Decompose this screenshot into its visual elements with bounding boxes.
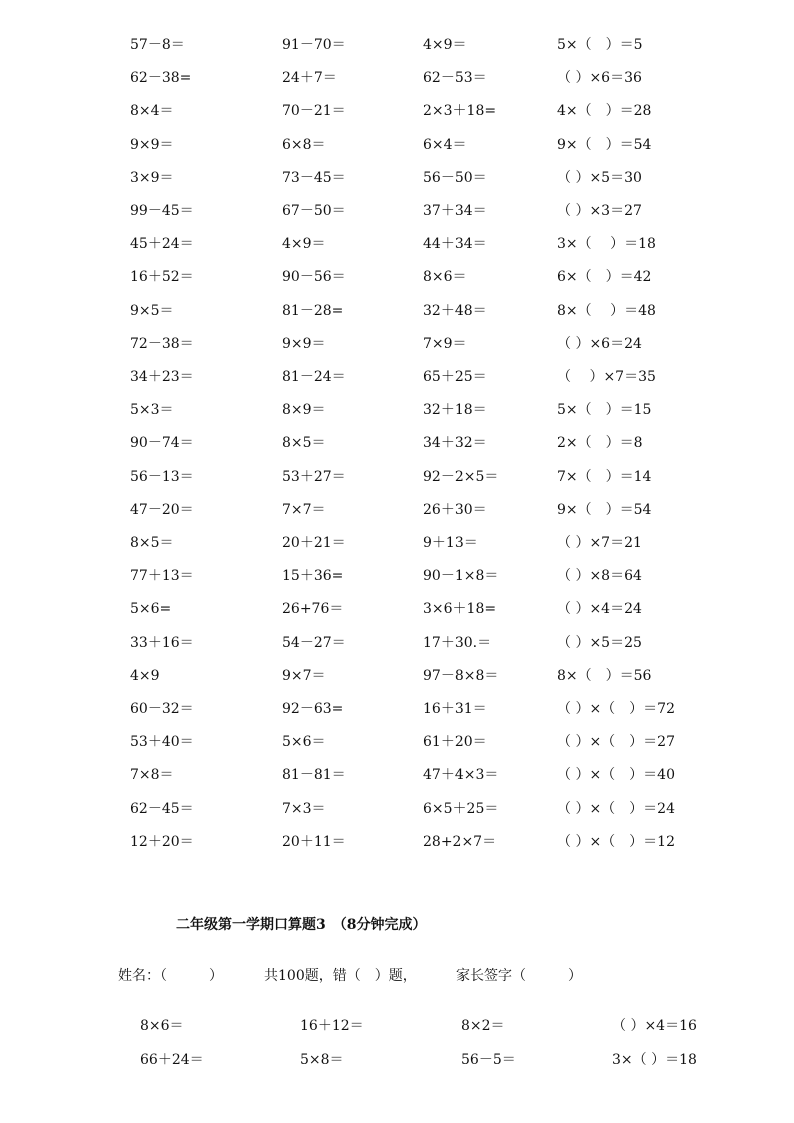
problem-row (0, 133, 794, 157)
problem-cell: 56－5＝ (461, 1052, 516, 1068)
problem-cell: 4×9＝ (423, 37, 467, 53)
problem-row (0, 531, 794, 555)
problem-cell: 26+76＝ (282, 601, 344, 618)
problem-cell: 62－38= (130, 70, 192, 87)
problem-cell: 15＋36= (282, 568, 344, 585)
problem-cell: （ ）×（ ）＝12 (557, 833, 675, 850)
problem-row (0, 398, 794, 422)
problem-cell: （ ）×（ ）＝40 (557, 767, 675, 784)
problem-cell: 62－45＝ (130, 800, 194, 817)
problem-cell: 20＋21＝ (282, 535, 346, 551)
problem-cell: 6×（ ）＝42 (557, 269, 652, 286)
problem-cell: 90－74＝ (130, 435, 194, 452)
problem-cell: 6×8＝ (282, 136, 326, 153)
problem-cell: （ ）×3＝27 (557, 203, 642, 219)
problem-cell: 9＋13＝ (423, 535, 478, 551)
problem-cell: 47＋4×3＝ (423, 767, 499, 784)
problem-cell: 3×6＋18= (423, 601, 497, 618)
problem-cell: 99－45＝ (130, 203, 194, 219)
problem-cell: （ ）×5＝25 (557, 634, 642, 651)
section-title: 二年级第一学期口算题3 （8分钟完成） (176, 917, 427, 933)
problem-row (0, 33, 794, 57)
problem-cell: （ ）×4＝24 (557, 601, 642, 618)
problem-cell: 5×6＝ (282, 734, 326, 751)
problem-cell: 61＋20＝ (423, 734, 487, 751)
problem-cell: 7×（ ）＝14 (557, 468, 652, 485)
problem-cell: 9×5＝ (130, 302, 174, 319)
problem-cell: 53＋27＝ (282, 468, 346, 485)
problem-row (0, 332, 794, 356)
problem-cell: 5×3＝ (130, 402, 174, 419)
problem-cell: 57－8＝ (130, 37, 185, 53)
problem-cell: 32＋48＝ (423, 302, 487, 319)
problem-row (0, 431, 794, 455)
problem-cell: 24＋7＝ (282, 70, 337, 87)
problem-cell: 70－21＝ (282, 103, 346, 120)
problem-cell: 56－13＝ (130, 468, 194, 485)
problem-cell: 56－50＝ (423, 169, 487, 186)
problem-cell: 16＋12＝ (300, 1018, 364, 1034)
problem-row (0, 763, 794, 787)
problem-cell: 8×4＝ (130, 103, 174, 120)
problem-cell: 6×5＋25＝ (423, 800, 499, 817)
problem-cell: 33＋16＝ (130, 634, 194, 651)
problem-cell: （ ）×6＝24 (557, 335, 642, 352)
problem-cell: 34＋23＝ (130, 369, 194, 385)
problem-cell: 4×9＝ (282, 236, 326, 253)
problem-cell: 5×6= (130, 601, 172, 618)
name-label: 姓名：（ ） (118, 968, 223, 984)
problem-cell: 8×9＝ (282, 402, 326, 419)
problem-row (0, 730, 794, 754)
problem-cell: （ ）×4＝16 (612, 1018, 697, 1034)
problem-cell: 12＋20＝ (130, 833, 194, 850)
problem-cell: 7×9＝ (423, 335, 467, 352)
problem-cell: 3×9＝ (130, 169, 174, 186)
problem-cell: 9×（ ）＝54 (557, 501, 652, 518)
problem-cell: 20＋11＝ (282, 833, 346, 850)
problem-row (0, 199, 794, 223)
problem-row (0, 1014, 794, 1038)
problem-cell: 90－56＝ (282, 269, 346, 286)
problem-cell: 9×9＝ (282, 335, 326, 352)
problem-cell: 8×（ ）＝48 (557, 302, 656, 319)
problem-cell: 66＋24＝ (140, 1052, 204, 1068)
problem-row (0, 830, 794, 854)
problem-cell: 4×9 (130, 667, 160, 684)
problem-cell: 8×6＝ (140, 1018, 184, 1034)
problem-cell: （ ）×7＝35 (557, 369, 656, 385)
problem-cell: 9×9＝ (130, 136, 174, 153)
problem-cell: 32＋18＝ (423, 402, 487, 419)
problem-row (0, 564, 794, 588)
problem-cell: 9×（ ）＝54 (557, 136, 652, 153)
problem-cell: 5×（ ）＝5 (557, 37, 643, 53)
count-label: 共100题，错（ ）题， (264, 968, 417, 984)
problem-cell: 91－70＝ (282, 37, 346, 53)
problem-cell: 9×7＝ (282, 667, 326, 684)
problem-cell: （ ）×7＝21 (557, 535, 642, 551)
problem-row (0, 498, 794, 522)
problem-cell: 7×8＝ (130, 767, 174, 784)
problem-row (0, 232, 794, 256)
problem-cell: 77＋13＝ (130, 568, 194, 585)
problem-cell: 81－81＝ (282, 767, 346, 784)
problem-cell: 8×5＝ (282, 435, 326, 452)
problem-cell: 7×3＝ (282, 800, 326, 817)
problem-cell: 62－53＝ (423, 70, 487, 87)
problem-cell: 72－38＝ (130, 335, 194, 352)
problem-cell: 90－1×8＝ (423, 568, 499, 585)
problem-cell: （ ）×（ ）＝27 (557, 734, 675, 751)
problem-row (0, 465, 794, 489)
problem-cell: 8×6＝ (423, 269, 467, 286)
problem-cell: 44＋34＝ (423, 236, 487, 253)
problem-cell: 8×（ ）＝56 (557, 667, 652, 684)
problem-cell: 5×8＝ (300, 1052, 344, 1068)
problem-cell: 17＋30.＝ (423, 634, 492, 651)
problem-cell: 47－20＝ (130, 501, 194, 518)
problem-row (0, 99, 794, 123)
problem-cell: 4×（ ）＝28 (557, 103, 652, 120)
problem-row (0, 166, 794, 190)
problem-cell: 45＋24＝ (130, 236, 194, 253)
problem-cell: （ ）×5＝30 (557, 169, 642, 186)
problem-cell: 28+2×7＝ (423, 833, 497, 850)
problem-cell: （ ）×（ ）＝24 (557, 800, 675, 817)
problem-cell: 8×2＝ (461, 1018, 505, 1034)
problem-row (0, 299, 794, 323)
problem-row (0, 1048, 794, 1072)
problem-cell: 16＋52＝ (130, 269, 194, 286)
problem-cell: 37＋34＝ (423, 203, 487, 219)
problem-cell: 81－28= (282, 302, 344, 319)
problem-cell: 92－63= (282, 701, 344, 717)
problem-cell: 34＋32＝ (423, 435, 487, 452)
problem-cell: 54－27＝ (282, 634, 346, 651)
problem-cell: 2×3＋18= (423, 103, 497, 120)
problem-row (0, 631, 794, 655)
problem-cell: 26＋30＝ (423, 501, 487, 518)
problem-cell: 7×7＝ (282, 501, 326, 518)
problem-cell: 81－24＝ (282, 369, 346, 385)
problem-cell: 2×（ ）＝8 (557, 435, 643, 452)
problem-cell: 5×（ ）＝15 (557, 402, 652, 419)
problem-row (0, 66, 794, 90)
problem-cell: 3×（ ）＝18 (557, 236, 656, 253)
problem-cell: （ ）×8＝64 (557, 568, 642, 585)
problem-cell: （ ）×6＝36 (557, 70, 642, 87)
problem-cell: 53＋40＝ (130, 734, 194, 751)
problem-cell: 6×4＝ (423, 136, 467, 153)
problem-row (0, 597, 794, 621)
problem-cell: 65＋25＝ (423, 369, 487, 385)
problem-cell: 97－8×8＝ (423, 667, 499, 684)
problem-row (0, 797, 794, 821)
problem-cell: 8×5＝ (130, 535, 174, 551)
problem-cell: 60－32＝ (130, 701, 194, 717)
problem-row (0, 365, 794, 389)
problem-cell: （ ）×（ ）＝72 (557, 701, 675, 717)
problem-cell: 3×（ ）＝18 (612, 1052, 697, 1068)
problem-cell: 67－50＝ (282, 203, 346, 219)
problem-row (0, 697, 794, 721)
sign-label: 家长签字（ ） (456, 968, 582, 984)
problem-cell: 73－45＝ (282, 169, 346, 186)
problem-row (0, 265, 794, 289)
problem-row (0, 664, 794, 688)
problem-cell: 92－2×5＝ (423, 468, 499, 485)
problem-cell: 16＋31＝ (423, 701, 487, 717)
